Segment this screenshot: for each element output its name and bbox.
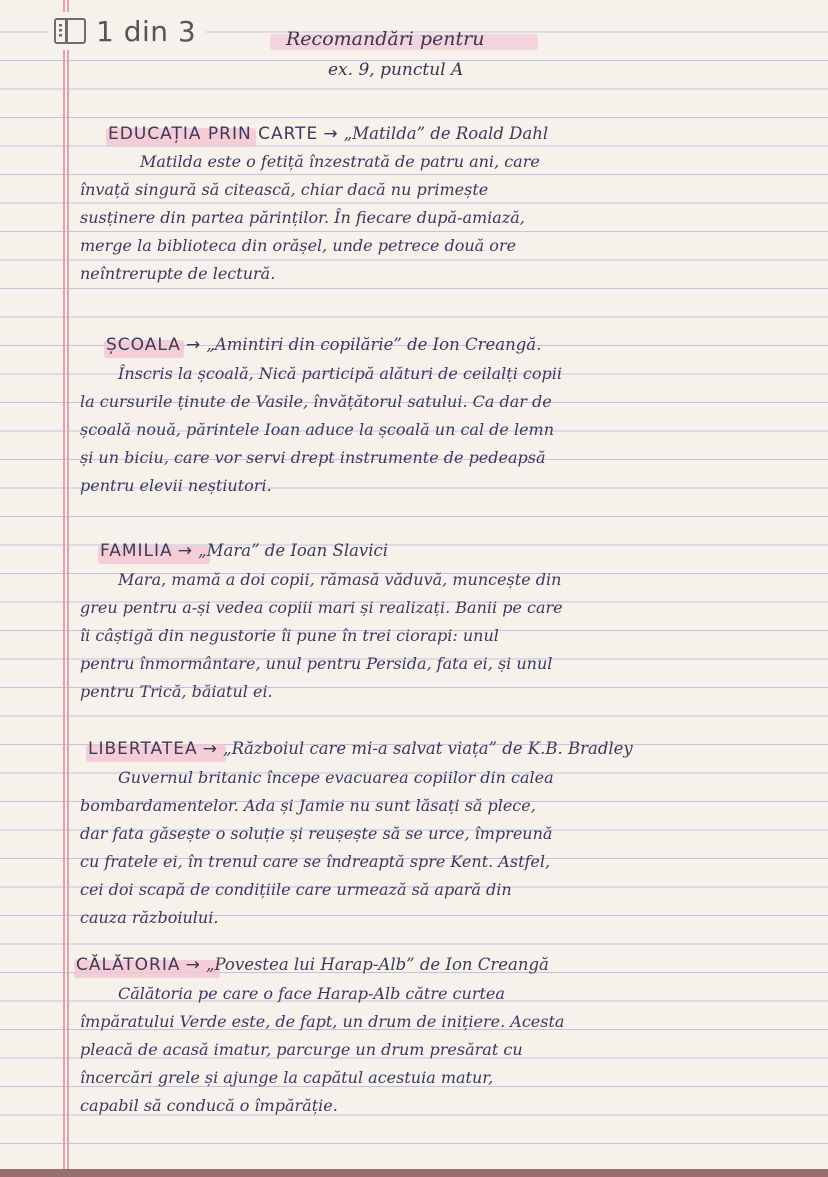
section-theme: CĂLĂTORIA: [76, 955, 181, 975]
text-line: greu pentru a-și vedea copiii mari și realizați. Banii pe care: [80, 598, 563, 617]
text-line: cu fratele ei, în trenul care se îndreaptă spre Kent. Astfel,: [80, 852, 551, 871]
text-line: Matilda este o fetiță înzestrată de patru ani, care: [140, 152, 540, 171]
text-line: îi câștigă din negustorie îi pune în trei ciorapi: unul: [80, 626, 499, 645]
text-line: bombardamentelor. Ada și Jamie nu sunt lăsați să plece,: [80, 796, 536, 815]
page-counter: 1 din 3: [96, 14, 197, 48]
text-line: capabil să conducă o împărăție.: [80, 1096, 338, 1115]
section-book: „Mara” de Ioan Slavici: [198, 541, 389, 560]
text-line: Călătoria pe care o face Harap-Alb către curtea: [118, 984, 505, 1003]
text-line: la cursurile ținute de Vasile, învățătorul satului. Ca dar de: [80, 392, 552, 411]
arrow-icon: →: [185, 335, 202, 355]
arrow-icon: →: [202, 739, 218, 759]
text-line: pentru elevii neștiutori.: [80, 476, 272, 495]
section-theme: EDUCAȚIA PRIN CARTE: [108, 124, 319, 144]
text-line: cauza războiului.: [80, 908, 219, 927]
text-line: Guvernul britanic începe evacuarea copiilor din calea: [118, 768, 554, 787]
section-book: „Matilda” de Roald Dahl: [343, 124, 549, 143]
text-line: împăratului Verde este, de fapt, un drum de inițiere. Acesta: [80, 1012, 565, 1031]
text-line: încercări grele și ajunge la capătul acestuia matur,: [80, 1068, 494, 1087]
text-line: învață singură să citească, chiar dacă nu primește: [80, 180, 489, 199]
section-book: „Povestea lui Harap-Alb” de Ion Creangă: [205, 955, 549, 974]
section-heading: [88, 739, 633, 765]
section-heading: [100, 541, 388, 567]
text-line: dar fata găsește o soluție și reușește să se urce, împreună: [80, 824, 553, 843]
arrow-icon: →: [177, 541, 193, 561]
section-book: „Amintiri din copilărie” de Ion Creangă.: [206, 335, 542, 354]
text-line: merge la biblioteca din orășel, unde petrece două ore: [80, 236, 517, 255]
section-heading: [76, 955, 549, 981]
section-theme: LIBERTATEA: [88, 739, 198, 759]
text-line: pleacă de acasă imatur, parcurge un drum presărat cu: [80, 1040, 523, 1059]
text-line: Înscris la școală, Nică participă alături de ceilalți copii: [118, 364, 562, 383]
page-edge: [0, 1169, 828, 1177]
margin-line: [63, 0, 65, 1177]
arrow-icon: →: [323, 124, 339, 144]
section-heading: [106, 335, 541, 361]
text-line: neîntrerupte de lectură.: [80, 264, 276, 283]
text-line: școală nouă, părintele Ioan aduce la școală un cal de lemn: [80, 420, 555, 439]
text-line: cei doi scapă de condițiile care urmează să apară din: [80, 880, 512, 899]
section-book: „Războiul care mi-a salvat viața” de K.B. Bradley: [223, 739, 633, 758]
arrow-icon: →: [185, 955, 201, 975]
section-theme: FAMILIA: [100, 541, 173, 561]
margin-line: [67, 0, 69, 1177]
text-line: pentru înmormântare, unul pentru Persida, fata ei, și unul: [80, 654, 553, 673]
book-icon: [54, 18, 86, 44]
text-line: Mara, mamă a doi copii, rămasă văduvă, muncește din: [118, 570, 562, 589]
page-subheading: ex. 9, punctul A: [328, 60, 464, 80]
text-line: pentru Trică, băiatul ei.: [80, 682, 273, 701]
section-theme: ȘCOALA: [106, 335, 181, 355]
text-line: susținere din partea părinților. În fiecare după-amiază,: [80, 208, 525, 227]
section-heading: [108, 124, 548, 150]
page-heading: Recomandări pentru: [286, 28, 485, 50]
page-indicator[interactable]: [48, 12, 206, 50]
text-line: și un biciu, care vor servi drept instrumente de pedeapsă: [80, 448, 546, 467]
